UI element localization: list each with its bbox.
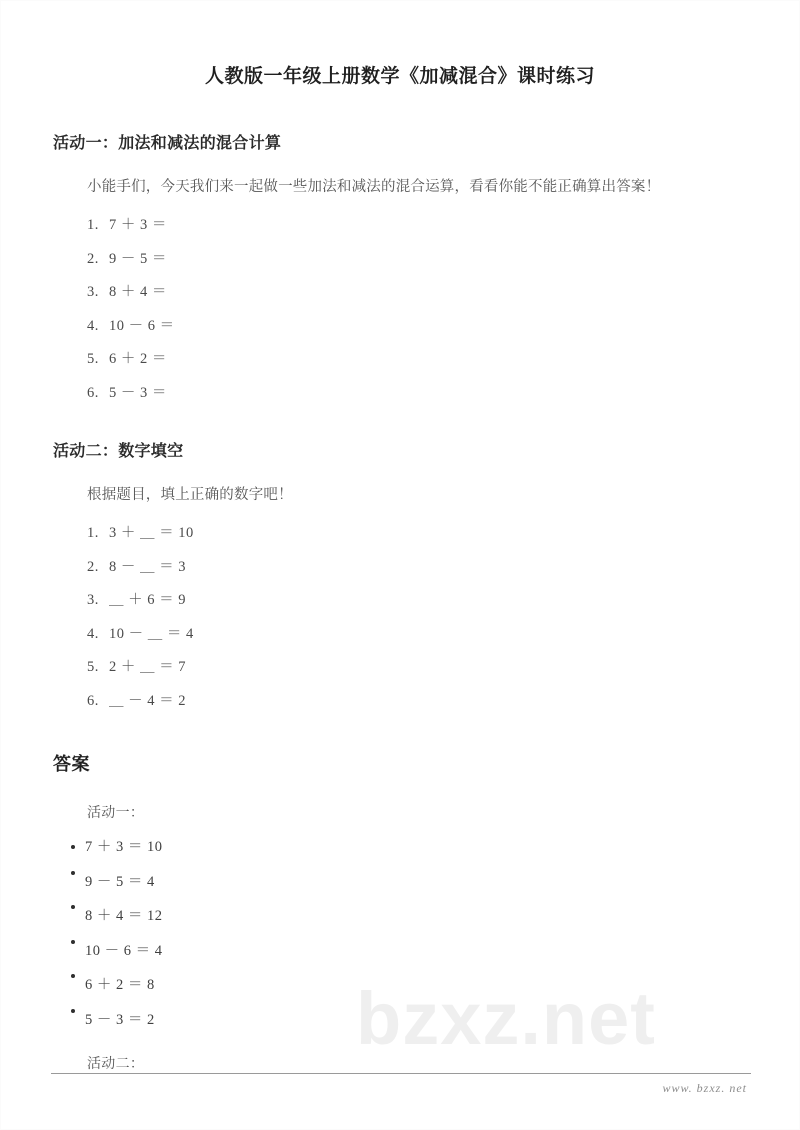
problem-item [87,233,799,267]
problem-item [87,608,799,642]
section-heading-activity-one: 活动一：加法和减法的混合计算 [53,135,282,152]
problem-item [87,541,799,575]
activity-two-intro: 根据题目，填上正确的数字吧！ [87,487,293,503]
problem-number: 6. [87,384,99,401]
problem-item [87,574,799,608]
problem-number: 3. [87,284,99,300]
activity-two-problem-list [1,504,799,708]
footer-site-url: www. bzxz. net [662,1081,747,1095]
problem-text: ＿ ＋ 6 ＝ 9 [109,592,186,608]
answer-item: 10 － 6 ＝ 4 [69,924,799,959]
answer-item: 9 － 5 ＝ 4 [69,855,799,890]
answer-item: 5 － 3 ＝ 2 [69,993,799,1028]
problem-item [87,266,799,300]
problem-item [87,675,799,709]
page-title: 人教版一年级上册数学《加减混合》课时练习 [204,66,595,87]
problem-item [87,520,799,541]
problem-text: 7 ＋ 3 ＝ [109,217,167,233]
answer-item: 7 ＋ 3 ＝ 10 [69,834,799,855]
problem-text: 10 － ＿ ＝ 4 [109,625,194,642]
problem-number: 4. [87,317,99,334]
problem-item [87,212,799,233]
problem-number: 1. [87,525,99,541]
problem-text: 8 － ＿ ＝ 3 [109,558,186,575]
activity-one-intro: 小能手们，今天我们来一起做一些加法和减法的混合运算，看看你能不能正确算出答案！ [87,179,661,195]
problem-text: 10 － 6 ＝ [109,317,175,334]
answers-heading: 答案 [53,754,90,774]
answer-item: 6 ＋ 2 ＝ 8 [69,958,799,993]
answers-group-one-list [1,822,799,1027]
problem-item [87,333,799,367]
problem-item [87,367,799,401]
problem-number: 2. [87,558,99,575]
answers-group-two-label: 活动二： [87,1057,145,1072]
problem-number: 3. [87,592,99,608]
problem-number: 6. [87,692,99,709]
activity-one-problem-list [1,196,799,400]
problem-number: 1. [87,217,99,233]
answers-group-one-label: 活动一： [87,806,145,821]
problem-text: 8 ＋ 4 ＝ [109,284,167,300]
problem-number: 2. [87,250,99,267]
problem-item [87,300,799,334]
problem-text: ＿ － 4 ＝ 2 [109,692,186,709]
problem-number: 5. [87,351,99,367]
problem-text: 3 ＋ ＿ ＝ 10 [109,525,194,541]
problem-item [87,641,799,675]
problem-text: 5 － 3 ＝ [109,384,167,401]
site-watermark: bzxz.net [356,977,656,1060]
problem-text: 6 ＋ 2 ＝ [109,351,167,367]
section-heading-activity-two: 活动二：数字填空 [53,443,184,460]
problem-text: 9 － 5 ＝ [109,250,167,267]
answer-item: 8 ＋ 4 ＝ 12 [69,889,799,924]
problem-text: 2 ＋ ＿ ＝ 7 [109,659,186,675]
footer-divider [51,1073,751,1074]
document-content [1,1,799,1073]
problem-number: 5. [87,659,99,675]
problem-number: 4. [87,625,99,642]
